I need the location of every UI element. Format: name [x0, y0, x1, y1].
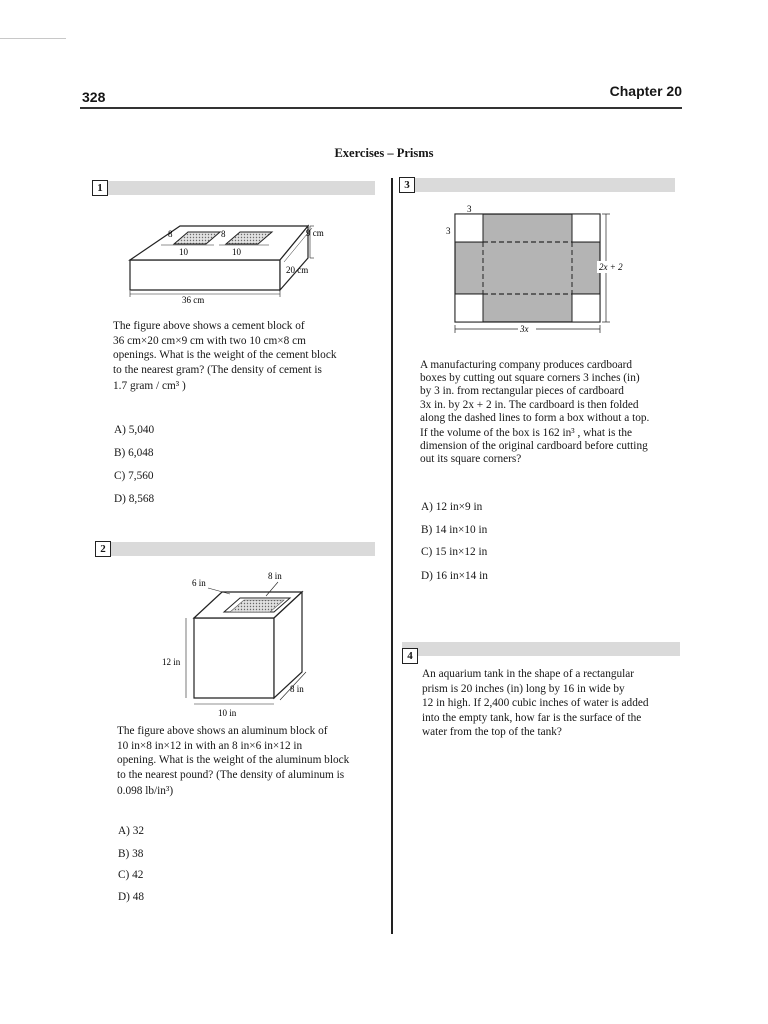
- cement-block-figure: [120, 218, 340, 310]
- aluminum-height-label: 12 in: [162, 657, 181, 667]
- question-1-header: [92, 181, 375, 195]
- cardboard-corner-left-label: 3: [446, 226, 451, 236]
- question-3-line: If the volume of the box is 162 in³ , what is the: [420, 427, 633, 440]
- question-3-choice-c[interactable]: C) 15 in×12 in: [421, 546, 488, 558]
- question-2-line: The figure above shows an aluminum block of: [117, 725, 328, 737]
- column-divider: [391, 178, 393, 934]
- question-1-text: [113, 319, 383, 394]
- question-2-choice-b[interactable]: B) 38: [118, 848, 144, 860]
- question-2-number: 2: [95, 541, 111, 557]
- question-1-number: 1: [92, 180, 108, 196]
- question-1-choice-d[interactable]: D) 8,568: [114, 493, 155, 505]
- header-rule: [80, 107, 682, 109]
- cardboard-net-figure: [440, 204, 640, 338]
- question-3-line: A manufacturing company produces cardboard: [420, 359, 633, 371]
- question-1-line: 1.7 gram / cm³ ): [113, 380, 186, 393]
- page-number: 328: [82, 89, 106, 105]
- question-3-line: boxes by cutting out square corners 3 inches (in): [420, 372, 640, 385]
- cement-height-label: 9 cm: [306, 228, 324, 238]
- question-1-line: 36 cm×20 cm×9 cm with two 10 cm×8 cm: [113, 334, 306, 347]
- question-2-choice-a[interactable]: A) 32: [118, 825, 145, 837]
- question-2-line: 10 in×8 in×12 in with an 8 in×6 in×12 in: [117, 739, 303, 752]
- question-3-line: dimension of the original cardboard before cutting: [420, 440, 648, 453]
- question-3-text: [420, 359, 685, 467]
- question-2-header: [95, 542, 375, 556]
- question-4-text: [422, 667, 687, 740]
- cardboard-corner-top-label: 3: [467, 204, 472, 214]
- question-2-choice-c[interactable]: C) 42: [118, 869, 144, 881]
- question-3-line: out its square corners?: [420, 453, 522, 466]
- cement-hole-b-length-label: 10: [232, 247, 241, 257]
- question-3-number: 3: [399, 177, 415, 193]
- question-1-line: The figure above shows a cement block of: [113, 320, 305, 332]
- section-title: Exercises – Prisms: [334, 146, 434, 160]
- aluminum-width-label: 10 in: [218, 708, 237, 718]
- cardboard-height-label: 2x + 2: [599, 262, 623, 272]
- cement-hole-b-width-label: 8: [221, 229, 226, 239]
- aluminum-depth-label: 8 in: [290, 684, 304, 694]
- question-1-choice-a[interactable]: A) 5,040: [114, 424, 155, 436]
- question-4-line: prism is 20 inches (in) long by 16 in wide by: [422, 682, 625, 695]
- question-2-line: opening. What is the weight of the aluminum block: [117, 754, 350, 767]
- question-4-header: [402, 642, 680, 662]
- cement-length-label: 36 cm: [182, 295, 205, 305]
- question-4-number: 4: [402, 648, 418, 664]
- question-1-line: openings. What is the weight of the cement block: [113, 349, 337, 362]
- cement-hole-a-width-label: 8: [168, 229, 173, 239]
- question-3-line: 3x in. by 2x + 2 in. The cardboard is then folded: [420, 398, 639, 411]
- question-2-line: 0.098 lb/in³): [117, 785, 174, 798]
- question-4-line: into the empty tank, how far is the surface of the: [422, 711, 642, 724]
- question-3-choice-b[interactable]: B) 14 in×10 in: [421, 524, 488, 536]
- question-3-choice-a[interactable]: A) 12 in×9 in: [421, 501, 483, 513]
- question-1-line: to the nearest gram? (The density of cement is: [113, 363, 322, 376]
- question-4-line: 12 in high. If 2,400 cubic inches of water is added: [422, 697, 649, 710]
- question-4-line: An aquarium tank in the shape of a rectangular: [422, 668, 635, 680]
- question-1-choice-c[interactable]: C) 7,560: [114, 470, 154, 482]
- question-3-line: by 3 in. from rectangular pieces of cardboard: [420, 385, 624, 398]
- question-3-line: along the dashed lines to form a box without a top.: [420, 411, 650, 424]
- question-2-choice-d[interactable]: D) 48: [118, 891, 145, 903]
- question-2-line: to the nearest pound? (The density of aluminum is: [117, 768, 345, 781]
- aluminum-opening-width-label: 6 in: [192, 578, 206, 588]
- cement-hole-a-length-label: 10: [179, 247, 188, 257]
- chapter-title: Chapter 20: [609, 83, 682, 99]
- scan-edge-line: [0, 38, 66, 39]
- question-3-header: [399, 178, 675, 192]
- aluminum-block-figure: [150, 566, 320, 724]
- cement-depth-label: 20 cm: [286, 265, 309, 275]
- question-1-choice-b[interactable]: B) 6,048: [114, 447, 154, 459]
- aluminum-opening-length-label: 8 in: [268, 571, 282, 581]
- question-3-choice-d[interactable]: D) 16 in×14 in: [421, 570, 488, 582]
- question-4-line: water from the top of the tank?: [422, 726, 562, 739]
- question-2-text: [117, 724, 385, 799]
- cardboard-width-label: 3x: [520, 324, 529, 334]
